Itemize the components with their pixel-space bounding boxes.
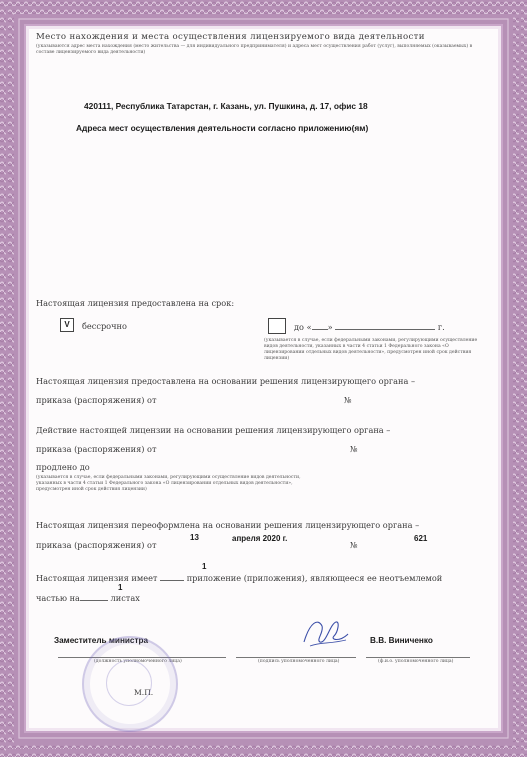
address-line-2: Адреса мест осуществления деятельности согласно приложению(ям) [76,123,369,133]
extend-note: (указывается в случае, если федеральными законами, регулирующими осуществление видов деятельности, указанных в части 4 статьи 1 Федерального закона «О лицензировании отдельных видов деятельности», предусмотрен иной срок действия лицензии) [36,475,301,492]
reissue-number-sign: № [350,540,358,550]
official-stamp [82,636,178,732]
until-month-line [335,329,435,330]
position-note: (должность уполномоченного лица) [94,659,182,664]
appendix-line-1 [36,573,442,583]
grant-line-2: приказа (распоряжения) от [36,395,157,405]
header-title: Место нахождения и места осуществления лицензируемого вида деятельности [36,32,425,42]
appendix-pre: Настоящая лицензия имеет [36,573,158,583]
until-mid: » [327,322,333,332]
appendix-line-2 [36,593,140,603]
name-note: (ф.и.о. уполномоченного лица) [378,659,454,664]
name-line [366,657,470,658]
header-note: (указываются адрес места нахождения (место жительства — для индивидуального предпринимателя) и адреса мест осуществления работ (услуг), выполняемых (оказываемых) в составе лицензируемого вида деятельности) [36,44,473,55]
stamp-emblem [106,660,152,706]
until-checkbox [268,318,286,334]
term-note: (указывается в случае, если федеральными законами, регулирующими осуществление видов деятельности, указанных в части 4 статьи 1 Федерального закона «О лицензировании отдельных видов деятельности», предусмотрен иной срок действия лицензии) [264,338,478,361]
extend-line-1: Действие настоящей лицензии на основании решения лицензирующего органа – [36,425,391,435]
extend-number-sign: № [350,444,358,454]
extended-until: продлено до [36,462,90,472]
signatory-name: В.В. Виниченко [370,636,433,645]
indefinite-label: бессрочно [82,321,127,331]
sign-note: (подпись уполномоченного лица) [258,659,340,664]
term-label: Настоящая лицензия предоставлена на срок: [36,298,235,308]
until-day-line [312,329,328,330]
appendix-sheets: 1 [118,583,123,592]
reissue-line-1: Настоящая лицензия переоформлена на основании решения лицензирующего органа – [36,520,420,530]
reissue-month-year: апреля 2020 г. [232,534,288,543]
appendix-count-line [160,580,184,581]
indefinite-checkbox: V [60,318,74,332]
until-prefix: до « [294,322,312,332]
reissue-number: 621 [414,534,428,543]
sheets-line [80,600,108,601]
appendix-count: 1 [202,562,207,571]
grant-line-1: Настоящая лицензия предоставлена на основании решения лицензирующего органа – [36,376,416,386]
reissue-line-2: приказа (распоряжения) от [36,540,157,550]
reissue-day: 13 [190,533,199,542]
sheets-pre: частью на [36,593,80,603]
stamp-label: М.П. [134,688,154,697]
sheets-post: листах [110,593,140,603]
signatory-position: Заместитель министра [54,636,149,645]
document-page [36,30,496,730]
grant-number-sign: № [344,395,352,405]
until-suffix: г. [437,322,445,332]
until-field [294,322,445,332]
appendix-post: приложение (приложения), являющееся ее неотъемлемой [186,573,443,583]
address-line-1: 420111, Республика Татарстан, г. Казань, ул. Пушкина, д. 17, офис 18 [84,101,368,111]
signature-image [300,612,352,652]
sign-line [236,657,356,658]
extend-line-2: приказа (распоряжения) от [36,444,157,454]
